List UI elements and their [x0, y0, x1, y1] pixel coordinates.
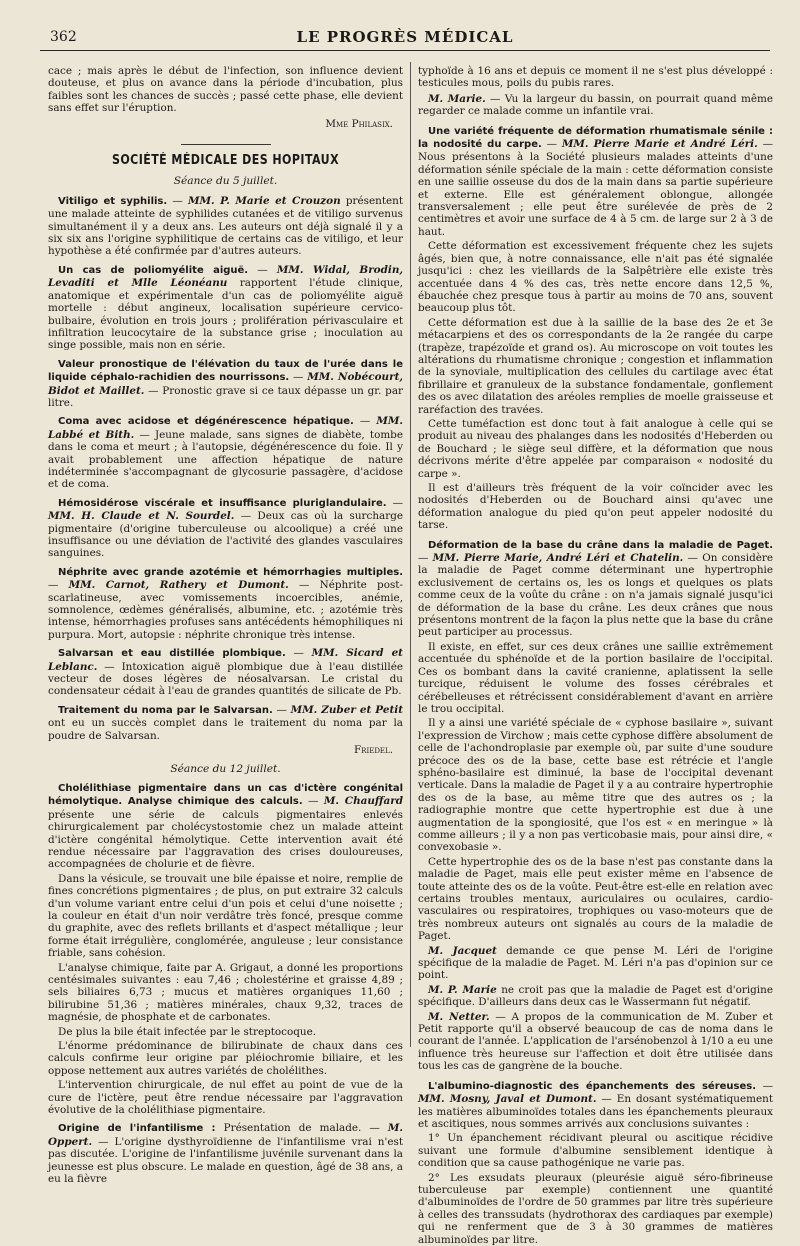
article-title: Un cas de poliomyélite aiguë. [58, 264, 249, 276]
section-rule [181, 144, 271, 145]
article-title: Valeur pronostique de l'élévation du taux de l'urée dans le liquide céphalo-rachidien des nourrissons. [48, 358, 403, 384]
article-cholelithiase: Cholélithiase pigmentaire dans un cas d'ictère congénital hémolytique. Analyse chimique des calculs. — M. Chauffard présente une série de calculs pigmentaires enlevés chirurgicalement par cholécystostomie chez un malade atteint d'ictère congénital hémolytique. Cette intervention avait été rendue nécessaire par l'aggravation des crises douloureuses, accompagnées de cholurie et de fièvre. Dans la vésicule, se trouvait une bile épaisse et noire, remplie de fines concrétions pigmentaires ; de plus, on put extraire 32 calculs d'un volume variant entre celui d'un pois et celui d'une noisette ; la couleur en était d'un noir verdâtre très foncé, presque comme du graphite, avec des reflets brillants et d'aspect métallique ; leur forme était irrégulière, conglomérée, anguleuse ; leur consistance friable, sans cohésion. L'analyse chimique, faite par A. Grigaut, a donné les proportions centésimales suivantes : eau 7,46 ; cholestérine et graisse 4,89 ; sels biliaires 6,73 ; mucus et matières organiques 11,60 ; bilirubine 51,36 ; matières minérales, chaux 9,32, traces de magnésie, de phosphate et de carbonates. De plus la bile était infectée par le streptocoque. L'énorme prédominance de bilirubinate de chaux dans ces calculs confirme leur origine par pléiochromie biliaire, et les oppose nettement aux autres variétés de cholélithes. L'intervention chirurgicale, de nul effet au point de vue de la cure de l'ictère, peut être rendue nécessaire par l'aggravation évolutive de la cholélithiase pigmentaire. [48, 782, 403, 1117]
article-title: Traitement du noma par le Salvarsan. [58, 704, 273, 716]
article-title: Déformation de la base du crâne dans la maladie de Paget. [428, 539, 773, 551]
article-body: On considère la maladie de Paget comme déterminant une hypertrophie exclusivement de certains os, les os longs et quelques os plats comme ceux de la voûte du crâne : on n'a jamais signalé jusqu'ici de déformation de la base du crâne. Les deux crânes que nous présentons montrent de la façon la plus nette que la base du crâne peut participer au processus. [418, 552, 773, 639]
article-authors: M. Chauffard [323, 795, 403, 808]
page-header [40, 26, 770, 48]
article-body: Nous présentons à la Société plusieurs malades atteints d'une déformation sénile spéciale de la main : cette déformation consiste en une saillie osseuse du dos de la main dans sa partie supérieure et externe. Elle est généralement oblongue, allongée transversalement ; elle peut être surélevée de près de 2 centimètres et avoir une surface de 4 à 5 cm. de large sur 2 à 3 de haut. [418, 151, 773, 238]
article-nodosite-carpe: Une variété fréquente de déformation rhumatismale sénile : la nodosité du carpe. — MM. Pierre Marie et André Léri. — Nous présentons à la Société plusieurs malades atteints d'une déformation sénile spéciale de la main : cette déformation consiste en une saillie osseuse du dos de la main dans sa partie supérieure et externe. Elle est généralement oblongue, allongée transversalement ; elle peut être surélevée de près de 2 centimètres et avoir une surface de 4 à 5 cm. de large sur 2 à 3 de haut. Cette déformation est excessivement fréquente chez les sujets âgés, bien que, à notre connaissance, elle n'ait pas été signalée jusqu'ici : chez les vieillards de la Salpêtrière elle existe très accentuée dans 4 % des cas, très nette encore dans 12,5 %, ébauchée chez presque tous à partir au moins de 70 ans, souvent beaucoup plus tôt. Cette déformation est due à la saillie de la base des 2e et 3e métacarpiens et des os correspondants de la 2e rangée du carpe (trapèze, trapézoïde et grand os). Au microscope on voit toutes les altérations du rhumatisme chronique ; congestion et inflammation de la synoviale, multiplication des cellules du cartilage avec état fibrillaire et granuleux de la substance fondamentale, gonflement des os avec dilatation des aréoles remplies de moelle graisseuse et raréfaction des travées. Cette tuméfaction est donc tout à fait analogue à celle qui se produit au niveau des phalanges dans les nodosités d'Heberden ou de Bouchard ; le siège seul diffère, et la déformation que nous décrivons mérite d'être appelée par comparaison « nodosité du carpe ». Il est d'ailleurs très fréquent de la voir coïncider avec les nodosités d'Heberden ou de Bouchard ainsi qu'avec une déformation analogue du pied qu'on peut appeler nodosité du tarse. [418, 125, 773, 532]
article-authors: MM. Carnot, Rathery et Dumont. [68, 579, 289, 592]
left-column [48, 65, 404, 1186]
article-body: Néphrite post-scarlatineuse, avec vomissements incoercibles, anémie, somnolence, œdèmes généralisés, albumine, etc. ; azotémie très intense, hémorrhagies profuses sans antécédents hémophiliques ni purpura. Mort, autopsie : néphrite chronique très intense. [48, 579, 403, 641]
discussion-text: Vu la largeur du bassin, on pourrait quand même regarder ce malade comme un infantile vrai. [418, 92, 773, 118]
article-albumino-diagnostic: L'albumino-diagnostic des épanchements des séreuses. — MM. Mosny, Javal et Dumont. — En dosant systématiquement les matières albuminoïdes totales dans les épanchements pleuraux et ascitiques, nous sommes arrivés aux conclusions suivantes : 1° Un épanchement récidivant pleural ou ascitique récidive suivant une formule d'albumine sensiblement identique à condition que sa cause pathogénique ne varie pas. 2° Les exsudats pleuraux (pleurésie aiguë séro-fibrineuse tuberculeuse par exemple) contiennent une quantité d'albuminoïdes de l'ordre de 50 grammes par litre très supérieure à celles des transsudats (hydrothorax des cardiaques par exemple) qui ne renferment que de 3 à 30 grammes de matières albuminoïdes par litre. [418, 1079, 774, 1246]
intro-signature: Mme Philasix. [325, 117, 393, 130]
article-paragraph: Cette déformation est due à la saillie de la base des 2e et 3e métacarpiens et des os correspondants de la 2e rangée du carpe (trapèze, trapézoïde et grand os). Au microscope on voit toutes les altérations du rhumatisme chronique ; congestion et inflammation de la synoviale, multiplication des cellules du cartilage avec état fibrillaire et granuleux de la substance fondamentale, gonflement des os avec dilatation des aréoles remplies de moelle graisseuse et raréfaction des travées. [418, 316, 773, 416]
article-authors: MM. P. Marie et Crouzon [187, 194, 341, 207]
page-number: 362 [50, 29, 77, 45]
article-authors: MM. Pierre Marie, André Léri et Chatelin. [432, 552, 684, 565]
article-title: Hémosidérose viscérale et insuffisance pluriglandulaire. [58, 497, 387, 509]
article-body: Jeune malade, sans signes de diabète, tombe dans le coma et meurt ; à l'autopsie, dégénérescence du foie. Il y avait probablement une affection hépatique de nature indéterminée s'accompagnant de glycosurie passagère, d'acidose et de coma. [48, 428, 403, 491]
article-authors: MM. Mosny, Javal et Dumont. [418, 1093, 597, 1106]
article-body: Deux cas où la surcharge pigmentaire (d'origine tuberculeuse ou alcoolique) a créé une insuffisance ou une déviation de l'activité des glandes vasculaires sanguines. [48, 510, 403, 560]
article-title: Salvarsan et eau distillée plombique. [58, 648, 286, 660]
article-authors: MM. Sicard et Leblanc. [48, 647, 403, 673]
article-title: Coma avec acidose et dégénérescence hépatique. [58, 416, 354, 428]
article-authors: M. Oppert. [48, 1122, 403, 1148]
article-body: ont eu un succès complet dans le traitement du noma par la poudre de Salvarsan. [48, 717, 403, 742]
article-body: présentent une malade atteinte de syphilides cutanées et de vitiligo survenus simultanément il y a deux ans. Les auteurs ont déjà signalé il y a six six ans l'origine syphilitique de certains cas de vitiligo, et leur hypothèse a été confirmée par d'autres auteurs. [48, 194, 404, 258]
article-authors: MM. Labbé et Bith. [48, 415, 403, 441]
article-paragraph: L'intervention chirurgicale, de nul effet au point de vue de la cure de l'ictère, peut être rendue nécessaire par l'aggravation évolutive de la cholélithiase pigmentaire. [48, 1079, 403, 1117]
article-body: En dosant systématiquement les matières albuminoïdes totales dans les épanchements pleuraux et ascitiques, nous sommes arrivés aux conclusions suivantes : [418, 1093, 774, 1130]
article-poliomyelite: Un cas de poliomyélite aiguë. — MM. Widal, Brodin, Levaditi et Mlle Léonéanu rapportent l'étude clinique, anatomique et expérimentale d'un cas de poliomyélite aiguë mortelle : début angineux, localisation supérieure cervico-bulbaire, évolution en trois jours ; prolifération périvasculaire et infiltration leucocytaire de la substance grise ; inoculation au singe possible, mais non en série. [48, 263, 403, 352]
header-rule [40, 50, 770, 51]
column-divider [410, 62, 411, 1047]
article-paget: Déformation de la base du crâne dans la maladie de Paget. — MM. Pierre Marie, André Léri et Chatelin. — On considère la maladie de Paget comme déterminant une hypertrophie exclusivement de certains os, les os longs et quelques os plats comme ceux de la voûte du crâne : on n'a jamais signalé jusqu'ici de déformation de la base du crâne. Les deux crânes que nous présentons montrent de la façon la plus nette que la base du crâne peut participer au processus. Il existe, en effet, sur ces deux crânes une saillie extrêmement accentuée du sphénoïde et de la portion basilaire de l'occipital. Ces os bombant dans la cavité cranienne, aplatissent la selle turcique, réduisent le volume des fosses cérébrales et cérébelleuses et rétrécissent considérablement d'avant en arrière le trou occipital. Il y a ainsi une variété spéciale de « cyphose basilaire », suivant l'expression de Virchow ; mais cette cyphose diffère absolument de celle de l'achondroplasie par exemple où, par suite d'une soudure précoce des os de la base, cette base est rétrécie et l'angle sphéno-basilaire est diminué, la base de l'occipital devenant verticale. Dans la maladie de Paget il y a au contraire hypertrophie des os de la base, au même titre que des autres os ; la radiographie montre que cette hypertrophie est due à une augmentation de la spongiosité, que l'os est « en meringue » là comme ailleurs ; il y a non pas verticobasie mais, pour ainsi dire, « convexobasie ». Cette hypertrophie des os de la base n'est pas constante dans la maladie de Paget, mais elle peut exister même en l'absence de toute atteinte des os de la voûte. Peut-être est-elle en relation avec certains troubles mentaux, auriculaires ou oculaires, cardio-vasculaires ou respiratoires, trophiques ou vaso-moteurs que de très nombreux auteurs ont signalés au cours de la maladie de Paget. M. Jacquet demande ce que pense M. Léri de l'origine spécifique de la maladie de Paget. M. Léri n'a pas d'opinion sur ce point. M. P. Marie ne croit pas que la maladie de Paget est d'origine spécifique. D'ailleurs dans deux cas le Wassermann fut négatif. M. Netter. — A propos de la communication de M. Zuber et Petit rapporte qu'il a observé beaucoup de cas de noma dans le courant de l'année. L'application de l'arsénobenzol à 1/10 a eu une influence très heureuse sur l'affection et doit être utilisée dans tous les cas de gangrène de la bouche. [418, 539, 773, 1073]
discussant: M. Netter. [428, 1010, 490, 1023]
article-paragraph: L'énorme prédominance de bilirubinate de chaux dans ces calculs confirme leur origine par pléiochromie biliaire, et les oppose nettement aux autres variétés de cholélithes. [48, 1040, 403, 1077]
session-date: Séance du 5 juillet. [173, 175, 278, 188]
article-body: L'origine dysthyroïdienne de l'infantilisme vrai n'est pas discutée. L'origine de l'infantilisme juvénile survenant dans la jeunesse est plus obscure. Le malade en question, âgé de 38 ans, a eu la fièvre [48, 1135, 403, 1186]
article-uree: Valeur pronostique de l'élévation du taux de l'urée dans le liquide céphalo-rachidien des nourrissons. — MM. Nobécourt, Bidot et Maillet. — Pronostic grave si ce taux dépasse un gr. par litre. [48, 358, 404, 409]
journal-title: LE PROGRÈS MÉDICAL [296, 28, 514, 46]
article-title: Vitiligo et syphilis. [58, 195, 168, 207]
session-date: Séance du 12 juillet. [170, 762, 281, 775]
discussion-text: A propos de la communication de M. Zuber et Petit rapporte qu'il a observé beaucoup de cas de noma dans le courant de l'année. L'application de l'arsénobenzol à 1/10 a eu une influence très heureuse sur l'affection et doit être utilisée dans tous les cas de gangrène de la bouche. [418, 1010, 773, 1073]
article-authors: MM. Zuber et Petit [290, 703, 403, 716]
article-paragraph: Cette déformation est excessivement fréquente chez les sujets âgés, bien que, à notre connaissance, elle n'ait pas été signalée jusqu'ici : chez les vieillards de la Salpêtrière elle existe très accentuée dans 4 % des cas, très nette encore dans 12,5 %, ébauchée chez presque tous à partir au moins de 70 ans, souvent beaucoup plus tôt. [418, 240, 773, 315]
intro-paragraph: cace ; mais après le début de l'infection, son influence devient douteuse, et plus on avance dans la période d'incubation, plus faibles sont les chances de succès ; passé cette phase, elle devient sans effet sur l'éruption. [48, 65, 403, 115]
continued-paragraph: typhoïde à 16 ans et depuis ce moment il ne s'est plus développé : testicules mous, poils du pubis rares. [418, 65, 773, 90]
discussant: M. P. Marie [428, 983, 497, 996]
discussion-text: ne croit pas que la maladie de Paget est d'origine spécifique. D'ailleurs dans deux cas le Wassermann fut négatif. [418, 983, 773, 1009]
article-paragraph: Il existe, en effet, sur ces deux crânes une saillie extrêmement accentuée du sphénoïde et de la portion basilaire de l'occipital. Ces os bombant dans la cavité cranienne, aplatissent la selle turcique, réduisent le volume des fosses cérébrales et cérébelleuses et rétrécissent considérablement d'avant en arrière le trou occipital. [418, 640, 773, 715]
society-heading: SOCIÉTÉ MÉDICALE DES HOPITAUX [111, 153, 340, 169]
article-paragraph: Il y a ainsi une variété spéciale de « cyphose basilaire », suivant l'expression de Virchow ; mais cette cyphose diffère absolument de celle de l'achondroplasie par exemple où, par suite d'une soudure précoce des os de la base, cette base est rétrécie et l'angle sphéno-basilaire est diminué, la base de l'occipital devenant verticale. Dans la maladie de Paget il y a au contraire hypertrophie des os de la base, au même titre que des autres os ; la radiographie montre que cette hypertrophie est due à une augmentation de la spongiosité, que l'os est « en meringue » là comme ailleurs ; il y a non pas verticobasie mais, pour ainsi dire, « convexobasie ». [418, 717, 773, 854]
discussant: M. Jacquet [428, 944, 497, 957]
article-noma: Traitement du noma par le Salvarsan. — MM. Zuber et Petit ont eu un succès complet dans le traitement du noma par la poudre de Salvarsan. Friedel. [48, 703, 403, 757]
article-paragraph: Cette hypertrophie des os de la base n'est pas constante dans la maladie de Paget, mais elle peut exister même en l'absence de toute atteinte des os de la voûte. Peut-être est-elle en relation avec certains troubles mentaux, auriculaires ou oculaires, cardio-vasculaires ou respiratoires, trophiques ou vaso-moteurs que de très nombreux auteurs ont signalés au cours de la maladie de Paget. [418, 855, 773, 943]
article-title: Origine de l'infantilisme : [58, 1123, 216, 1135]
article-authors: MM. Widal, Brodin, Levaditi et Mlle Léonéanu [48, 263, 403, 290]
article-body: Pronostic grave si ce taux dépasse un gr. par litre. [48, 384, 403, 409]
article-coma: Coma avec acidose et dégénérescence hépatique. — MM. Labbé et Bith. — Jeune malade, sans signes de diabète, tombe dans le coma et meurt ; à l'autopsie, dégénérescence du foie. Il y avait probablement une affection hépatique de nature indéterminée s'accompagnant de glycosurie passagère, d'acidose et de coma. [48, 415, 403, 491]
article-paragraph: 1° Un épanchement récidivant pleural ou ascitique récidive suivant une formule d'albumine sensiblement identique à condition que sa cause pathogénique ne varie pas. [418, 1132, 773, 1170]
article-title: Néphrite avec grande azotémie et hémorrhagies multiples. [58, 566, 403, 578]
article-salvarsan-plomb: Salvarsan et eau distillée plombique. — MM. Sicard et Leblanc. — Intoxication aiguë plombique due à l'eau distillée vecteur de doses légères de néosalvarsan. Le cristal du condensateur cédait à l'eau de grandes quantités de silicate de Pb. [48, 647, 404, 698]
article-body: présente une série de calculs pigmentaires enlevés chirurgicalement par cholécystostomie chez un malade atteint d'ictère congénital hémolytique. Cette intervention avait été rendue nécessaire par l'aggravation des crises douloureuses, accompagnées de cholurie et de fièvre. [48, 808, 403, 871]
article-title: Cholélithiase pigmentaire dans un cas d'ictère congénital hémolytique. Analyse chimique des calculs. [48, 782, 403, 808]
article-paragraph: Cette tuméfaction est donc tout à fait analogue à celle qui se produit au niveau des phalanges dans les nodosités d'Heberden ou de Bouchard ; le siège seul diffère, et la déformation que nous décrivons mérite d'être appelée par comparaison « nodosité du carpe ». [418, 417, 773, 480]
article-paragraph: Il est d'ailleurs très fréquent de la voir coïncider avec les nodosités d'Heberden ou de Bouchard ainsi qu'avec une déformation analogue du pied qu'on peut appeler nodosité du tarse. [418, 482, 773, 532]
article-authors: MM. Nobécourt, Bidot et Maillet. [48, 371, 404, 397]
article-title: L'albumino-diagnostic des épanchements des séreuses. [428, 1080, 757, 1092]
article-body: Intoxication aiguë plombique due à l'eau distillée vecteur de doses légères de néosalvarsan. Le cristal du condensateur cédait à l'eau de grandes quantités de silicate de Pb. [48, 660, 404, 698]
article-vitiligo: Vitiligo et syphilis. — MM. P. Marie et Crouzon présentent une malade atteinte de syphilides cutanées et de vitiligo survenus simultanément il y a deux ans. Les auteurs ont déjà signalé il y a six six ans l'origine syphilitique de certains cas de vitiligo, et leur hypothèse a été confirmée par d'autres auteurs. [48, 194, 404, 258]
article-authors: MM. Pierre Marie et André Léri. [561, 138, 758, 151]
article-paragraph: De plus la bile était infectée par le streptocoque. [58, 1025, 317, 1038]
article-title: Une variété fréquente de déformation rhumatismale sénile : la nodosité du carpe. [418, 125, 773, 151]
article-authors: MM. H. Claude et N. Sourdel. [48, 510, 235, 523]
article-nephrite: Néphrite avec grande azotémie et hémorrhagies multiples. — MM. Carnot, Rathery et Dumont. — Néphrite post-scarlatineuse, avec vomissements incoercibles, anémie, somnolence, œdèmes généralisés, albumine, etc. ; azotémie très intense, hémorrhagies profuses sans antécédents hémophiliques ni purpura. Mort, autopsie : néphrite chronique très intense. [48, 566, 403, 641]
article-infantilisme: Origine de l'infantilisme : Présentation de malade. — M. Oppert. — L'origine dysthyroïdienne de l'infantilisme vrai n'est pas discutée. L'origine de l'infantilisme juvénile survenant dans la jeunesse est plus obscure. Le malade en question, âgé de 38 ans, a eu la fièvre [48, 1122, 403, 1186]
article-subtitle: Présentation de malade. [223, 1122, 362, 1135]
right-column: typhoïde à 16 ans et depuis ce moment il ne s'est plus développé : testicules mous, poils du pubis rares. M. Marie. — Vu la largeur du bassin, on pourrait quand même regarder ce malade comme un infantile vrai. Une variété fréquente de déformation rhumatismale sénile : la nodosité du carpe. — MM. Pierre Marie et André Léri. — Nous présentons à la Société plusieurs malades atteints d'une déformation sénile spéciale de la main : cette déformation consiste en une saillie osseuse du dos de la main dans sa partie supérieure et externe. Elle est généralement oblongue, allongée transversalement ; elle peut être surélevée de près de 2 centimètres et avoir une surface de 4 à 5 cm. de large sur 2 à 3 de haut. Cette déformation est excessivement fréquente chez les sujets âgés, bien que, à notre connaissance, elle n'ait pas été signalée jusqu'ici : chez les vieillards de la Salpêtrière elle existe très accentuée dans 4 % des cas, très nette encore dans 12,5 %, ébauchée chez presque tous à partir au moins de 70 ans, souvent beaucoup plus tôt. Cette déformation est due à la saillie de la base des 2e et 3e métacarpiens et des os correspondants de la 2e rangée du carpe (trapèze, trapézoïde et grand os). Au microscope on voit toutes les altérations du rhumatisme chronique ; congestion et inflammation de la synoviale, multiplication des cellules du cartilage avec état fibrillaire et granuleux de la substance fondamentale, gonflement des os avec dilatation des aréoles remplies de moelle graisseuse et raréfaction des travées. Cette tuméfaction est donc tout à fait analogue à celle qui se produit au niveau des phalanges dans les nodosités d'Heberden ou de Bouchard ; le siège seul diffère, et la déformation que nous décrivons mérite d'être appelée par comparaison « nodosité du carpe ». Il est d'ailleurs très fréquent de la voir coïncider avec les nodosités d'Heberden ou de Bouchard ainsi qu'avec une déformation analogue du pied qu'on peut appeler nodosité du tarse. Déformation de la base du crâne dans la maladie de Paget. — MM. Pierre Marie, André Léri et Chatelin. — On considère la maladie de Paget comme déterminant une hypertrophie exclusivement de certains os, les os longs et quelques os plats comme ceux de la voûte du crâne : on n'a jamais signalé jusqu'ici de déformation de la base du crâne. Les deux crânes que nous présentons montrent de la façon la plus nette que la base du crâne peut participer au processus. Il existe, en effet, sur ces deux crânes une saillie extrêmement accentuée du sphénoïde et de la portion basilaire de l'occipital. Ces os bombant dans la cavité cranienne, aplatissent la selle turcique, réduisent le volume des fosses cérébrales et cérébelleuses et rétrécissent considérablement d'avant en arrière le trou occipital. Il y a ainsi une variété spéciale de « cyphose basilaire », suivant l'expression de Virchow ; mais cette cyphose diffère absolument de celle de l'achondroplasie par exemple où, par suite d'une soudure précoce des os de la base, cette base est rétrécie et l'angle sphéno-basilaire est diminué, la base de l'occipital devenant verticale. Dans la maladie de Paget il y a au contraire hypertrophie des os de la base, au même titre que des autres os ; la radiographie montre que cette hypertrophie est due à une augmentation de la spongiosité, que l'os est « en meringue » là comme ailleurs ; il y a non pas verticobasie mais, pour ainsi dire, « convexobasie ». Cette hypertrophie des os de la base n'est pas constante dans la maladie de Paget, mais elle peut exister même en l'absence de toute atteinte des os de la voûte. Peut-être est-elle en relation avec certains troubles mentaux, auriculaires ou oculaires, cardio-vasculaires ou respiratoires, trophiques ou vaso-moteurs que de très nombreux auteurs ont signalés au cours de la maladie de Paget. M. Jacquet demande ce que pense M. Léri de l'origine spécifique de la maladie de Paget. M. Léri n'a pas d'opinion sur ce point. M. P. Marie ne croit pas que la maladie de Paget est d'origine spécifique. D'ailleurs dans deux cas le Wassermann fut négatif. M. Netter. — A propos de la communication de M. Zuber et Petit rapporte qu'il a observé beaucoup de cas de noma dans le courant de l'année. L'application de l'arsénobenzol à 1/10 a eu une influence très heureuse sur l'affection et doit être utilisée dans tous les cas de gangrène de la bouche. L'albumino-diagnostic des épanchements des séreuses. — MM. Mosny, Javal et Dumont. — En dosant systématiquement les matières albuminoïdes totales dans les épanchements pleuraux et ascitiques, nous sommes arrivés aux conclusions suivantes : 1° Un épanchement récidivant pleural ou ascitique récidive suivant une formule d'albumine sensiblement identique à condition que sa cause pathogénique ne varie pas. 2° Les exsudats pleuraux (pleurésie aiguë séro-fibrineuse tuberculeuse par exemple) contiennent une quantité d'albuminoïdes de l'ordre de 50 grammes par litre très supérieure à celles des transsudats (hydrothorax des cardiaques par exemple) qui ne renferment que de 3 à 30 grammes de matières albuminoïdes par litre. [418, 65, 774, 1246]
discussant: M. Marie. [428, 92, 486, 105]
article-paragraph: 2° Les exsudats pleuraux (pleurésie aiguë séro-fibrineuse tuberculeuse par exemple) contiennent une quantité d'albuminoïdes de l'ordre de 50 grammes par litre très supérieure à celles des transsudats (hydrothorax des cardiaques par exemple) qui ne renferment que de 3 à 30 grammes de matières albuminoïdes par litre. [418, 1171, 773, 1246]
article-paragraph: L'analyse chimique, faite par A. Grigaut, a donné les proportions centésimales suivantes : eau 7,46 ; cholestérine et graisse 4,89 ; sels biliaires 6,73 ; mucus et matières organiques 11,60 ; bilirubine 51,36 ; matières minérales, chaux 9,32, traces de magnésie, de phosphate et de carbonates. [48, 961, 403, 1024]
discussion-text: demande ce que pense M. Léri de l'origine spécifique de la maladie de Paget. M. Léri n'a pas d'opinion sur ce point. [418, 944, 773, 982]
section-signature: Friedel. [353, 744, 393, 757]
article-paragraph: Dans la vésicule, se trouvait une bile épaisse et noire, remplie de fines concrétions pigmentaires ; de plus, on put extraire 32 calculs d'un volume variant entre celui d'un pois et celui d'une noisette ; la couleur en était d'un noir verdâtre très foncé, presque comme du graphite, avec des reflets brillants et d'aspect métallique ; leur forme était irrégulière, conglomérée, anguleuse ; leur consistance friable, sans cohésion. [48, 872, 403, 960]
article-body: rapportent l'étude clinique, anatomique et expérimentale d'un cas de poliomyélite aiguë mortelle : début angineux, localisation supérieure cervico-bulbaire, évolution en trois jours ; prolifération périvasculaire et infiltration leucocytaire de la substance grise ; inoculation au singe possible, mais non en série. [48, 277, 403, 352]
article-hemosiderose: Hémosidérose viscérale et insuffisance pluriglandulaire. — MM. H. Claude et N. Sourdel. — Deux cas où la surcharge pigmentaire (d'origine tuberculeuse ou alcoolique) a créé une insuffisance ou une déviation de l'activité des glandes vasculaires sanguines. [48, 496, 403, 560]
